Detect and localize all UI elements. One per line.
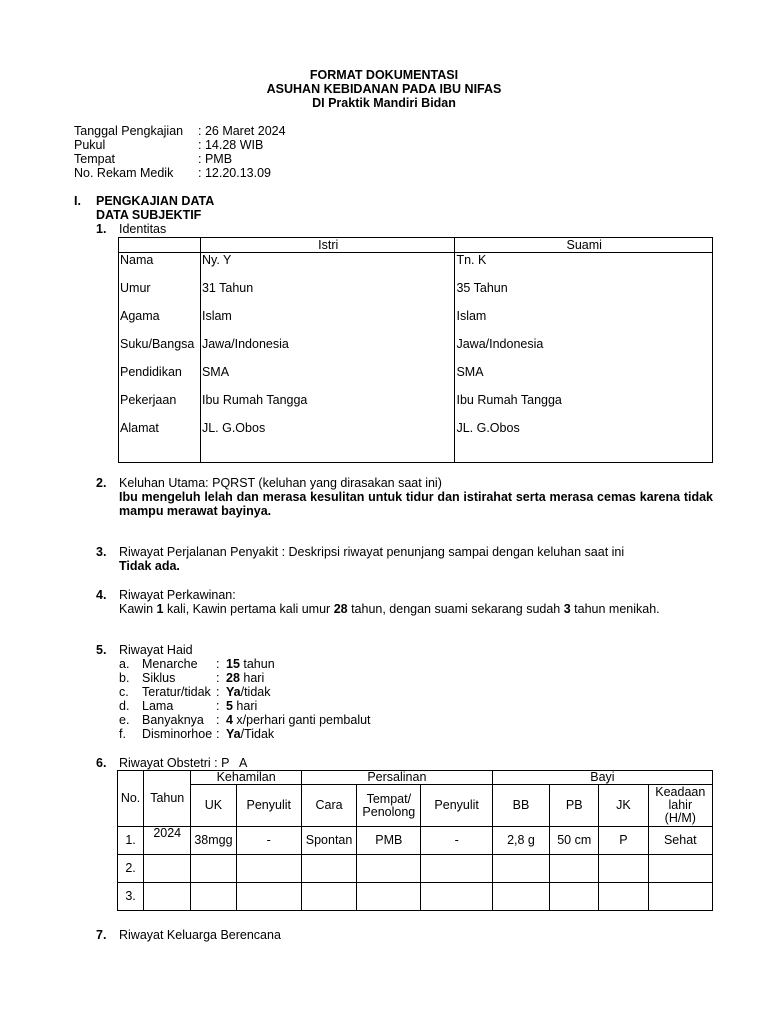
haid-letter: e. <box>119 713 130 727</box>
cell-penyulit <box>236 855 301 883</box>
haid-value: 28 <box>226 671 240 685</box>
cell-bb: 2,8 g <box>492 827 549 855</box>
identitas-corner-cell <box>119 238 201 253</box>
header-keadaan-line3: (H/M) <box>664 811 696 825</box>
cell-bb <box>492 883 549 911</box>
keluhan-label: Keluhan Utama: PQRST (keluhan yang dirasakan saat ini) <box>119 476 442 490</box>
cell-uk: 38mgg <box>191 827 236 855</box>
haid-item-label: Teratur/tidak <box>142 685 211 699</box>
doc-title-line1: FORMAT DOKUMENTASI <box>309 68 459 82</box>
meta-rekam-medik <box>74 166 271 180</box>
haid-letter: a. <box>119 657 130 671</box>
meta-label: No. Rekam Medik <box>74 166 174 180</box>
haid-item-label: Menarche <box>142 657 198 671</box>
suami-value: Tn. K <box>455 253 713 281</box>
row-label: Suku/Bangsa <box>119 337 201 365</box>
perkawinan-text <box>119 602 713 616</box>
table-row <box>118 883 713 911</box>
text-fragment: tahun menikah. <box>570 602 660 616</box>
haid-unit: /tidak <box>240 685 271 699</box>
doc-title-line2: ASUHAN KEBIDANAN PADA IBU NIFAS <box>266 82 502 96</box>
identitas-table <box>118 237 713 463</box>
istri-value: 31 Tahun <box>200 281 455 309</box>
meta-label: Tempat <box>74 152 115 166</box>
header-kehamilan: Kehamilan <box>191 771 302 785</box>
cell-tempat: PMB <box>357 827 421 855</box>
row-label: Pekerjaan <box>119 393 201 421</box>
haid-colon: : <box>216 671 220 685</box>
haid-value: 4 <box>226 713 233 727</box>
haid-value: 15 <box>226 657 240 671</box>
header-tempat-penolong <box>357 785 421 827</box>
header-cara: Cara <box>301 785 356 827</box>
header-penyulit-persalinan: Penyulit <box>421 785 492 827</box>
section-roman-numeral: I. <box>74 194 81 208</box>
obstetri-label: Riwayat Obstetri : P A <box>119 756 248 770</box>
item-number: 4. <box>96 588 107 602</box>
cell-tahun <box>144 883 191 911</box>
meta-value: : 26 Maret 2024 <box>198 124 286 138</box>
haid-item-label: Banyaknya <box>142 713 204 727</box>
istri-value: Ibu Rumah Tangga <box>200 393 455 421</box>
years-married: 3 <box>563 602 571 616</box>
haid-value: Ya <box>226 727 241 741</box>
cell-cara <box>301 883 356 911</box>
header-keadaan-line2: lahir <box>668 798 693 812</box>
haid-letter: b. <box>119 671 130 685</box>
haid-unit: x/perhari ganti pembalut <box>232 713 371 727</box>
age-first-marriage: 28 <box>333 602 348 616</box>
cell-jk: P <box>599 827 648 855</box>
kawin-count: 1 <box>156 602 164 616</box>
item-number: 2. <box>96 476 107 490</box>
haid-letter: c. <box>119 685 129 699</box>
cell-keadaan: Sehat <box>648 827 712 855</box>
cell-cara: Spontan <box>301 827 356 855</box>
haid-item <box>119 685 271 699</box>
header-uk: UK <box>191 785 236 827</box>
haid-label: Riwayat Haid <box>119 643 193 657</box>
cell-no: 2. <box>118 855 144 883</box>
haid-colon: : <box>216 713 220 727</box>
col-header-istri: Istri <box>200 238 455 253</box>
row-label: Nama <box>119 253 201 281</box>
meta-value: : PMB <box>198 152 233 166</box>
identitas-label: Identitas <box>119 222 167 236</box>
row-label: Alamat <box>119 421 201 463</box>
haid-item <box>119 699 257 713</box>
item-number: 6. <box>96 756 107 770</box>
item-number: 7. <box>96 928 107 942</box>
riwayat-penyakit-text: Tidak ada. <box>119 559 180 573</box>
text-fragment: tahun, dengan suami sekarang sudah <box>347 602 564 616</box>
keluhan-text: Ibu mengeluh lelah dan merasa kesulitan untuk tidur dan istirahat serta merasa cemas karena tidak mampu merawat bayinya. <box>119 490 713 518</box>
meta-value: : 12.20.13.09 <box>198 166 271 180</box>
haid-colon: : <box>216 699 220 713</box>
obstetri-table <box>117 770 713 911</box>
haid-item-label: Lama <box>142 699 174 713</box>
section-title: PENGKAJIAN DATA <box>96 194 215 208</box>
table-row <box>118 827 713 855</box>
meta-label: Tanggal Pengkajian <box>74 124 184 138</box>
suami-value: 35 Tahun <box>455 281 713 309</box>
col-header-suami: Suami <box>455 238 713 253</box>
haid-colon: : <box>216 657 220 671</box>
haid-unit: hari <box>232 699 258 713</box>
haid-unit: tahun <box>239 657 275 671</box>
cell-uk <box>191 855 236 883</box>
item-number: 3. <box>96 545 107 559</box>
meta-value: : 14.28 WIB <box>198 138 264 152</box>
haid-item <box>119 727 274 741</box>
meta-pukul <box>74 138 263 152</box>
istri-value: SMA <box>200 365 455 393</box>
haid-value: Ya <box>226 685 241 699</box>
istri-value: JL. G.Obos <box>200 421 455 463</box>
text-fragment: Kawin <box>119 602 157 616</box>
haid-unit: hari <box>239 671 265 685</box>
header-pb: PB <box>550 785 599 827</box>
cell-pb: 50 cm <box>550 827 599 855</box>
kb-label: Riwayat Keluarga Berencana <box>119 928 281 942</box>
cell-tempat <box>357 855 421 883</box>
haid-value: 5 <box>226 699 233 713</box>
header-tahun: Tahun <box>144 771 191 827</box>
cell-penyulit2: - <box>421 827 492 855</box>
cell-no: 1. <box>118 827 144 855</box>
item-number: 5. <box>96 643 107 657</box>
cell-penyulit2 <box>421 855 492 883</box>
suami-value: Jawa/Indonesia <box>455 337 713 365</box>
row-label: Agama <box>119 309 201 337</box>
haid-item <box>119 671 264 685</box>
cell-tahun <box>144 855 191 883</box>
istri-value: Jawa/Indonesia <box>200 337 455 365</box>
suami-value: Ibu Rumah Tangga <box>455 393 713 421</box>
suami-value: Islam <box>455 309 713 337</box>
cell-pb <box>550 855 599 883</box>
cell-cara <box>301 855 356 883</box>
header-keadaan-lahir <box>648 785 712 827</box>
header-bb: BB <box>492 785 549 827</box>
cell-penyulit: - <box>236 827 301 855</box>
cell-bb <box>492 855 549 883</box>
header-tempat-line1: Tempat/ <box>366 791 412 806</box>
haid-letter: f. <box>119 727 126 741</box>
header-no: No. <box>118 771 144 827</box>
cell-tempat <box>357 883 421 911</box>
header-penyulit: Penyulit <box>236 785 301 827</box>
text-fragment: kali, Kawin pertama kali umur <box>163 602 334 616</box>
row-label: Umur <box>119 281 201 309</box>
cell-tahun: 2024 <box>144 827 191 855</box>
cell-keadaan <box>648 855 712 883</box>
cell-no: 3. <box>118 883 144 911</box>
meta-label: Pukul <box>74 138 106 152</box>
haid-item-label: Disminorhoe <box>142 727 213 741</box>
table-row <box>118 855 713 883</box>
cell-jk <box>599 883 648 911</box>
header-bayi: Bayi <box>492 771 712 785</box>
haid-item <box>119 713 371 727</box>
cell-jk <box>599 855 648 883</box>
header-tempat-line2: Penolong <box>362 804 416 819</box>
perkawinan-label: Riwayat Perkawinan: <box>119 588 236 602</box>
section-subtitle: DATA SUBJEKTIF <box>96 208 202 222</box>
riwayat-penyakit-label: Riwayat Perjalanan Penyakit : Deskripsi riwayat penunjang sampai dengan keluhan saat ini <box>119 545 625 559</box>
suami-value: JL. G.Obos <box>455 421 713 463</box>
haid-letter: d. <box>119 699 130 713</box>
header-keadaan-line1: Keadaan <box>655 785 706 799</box>
header-jk: JK <box>599 785 648 827</box>
header-persalinan: Persalinan <box>301 771 492 785</box>
meta-tanggal <box>74 124 286 138</box>
doc-title-line3: DI Praktik Mandiri Bidan <box>312 96 456 110</box>
haid-item-label: Siklus <box>142 671 176 685</box>
haid-colon: : <box>216 727 220 741</box>
cell-penyulit <box>236 883 301 911</box>
haid-item <box>119 657 275 671</box>
haid-unit: /Tidak <box>240 727 275 741</box>
cell-keadaan <box>648 883 712 911</box>
haid-colon: : <box>216 685 220 699</box>
item-number: 1. <box>96 222 107 236</box>
cell-pb <box>550 883 599 911</box>
suami-value: SMA <box>455 365 713 393</box>
cell-uk <box>191 883 236 911</box>
istri-value: Ny. Y <box>200 253 455 281</box>
meta-tempat <box>74 152 232 166</box>
cell-penyulit2 <box>421 883 492 911</box>
row-label: Pendidikan <box>119 365 201 393</box>
istri-value: Islam <box>200 309 455 337</box>
